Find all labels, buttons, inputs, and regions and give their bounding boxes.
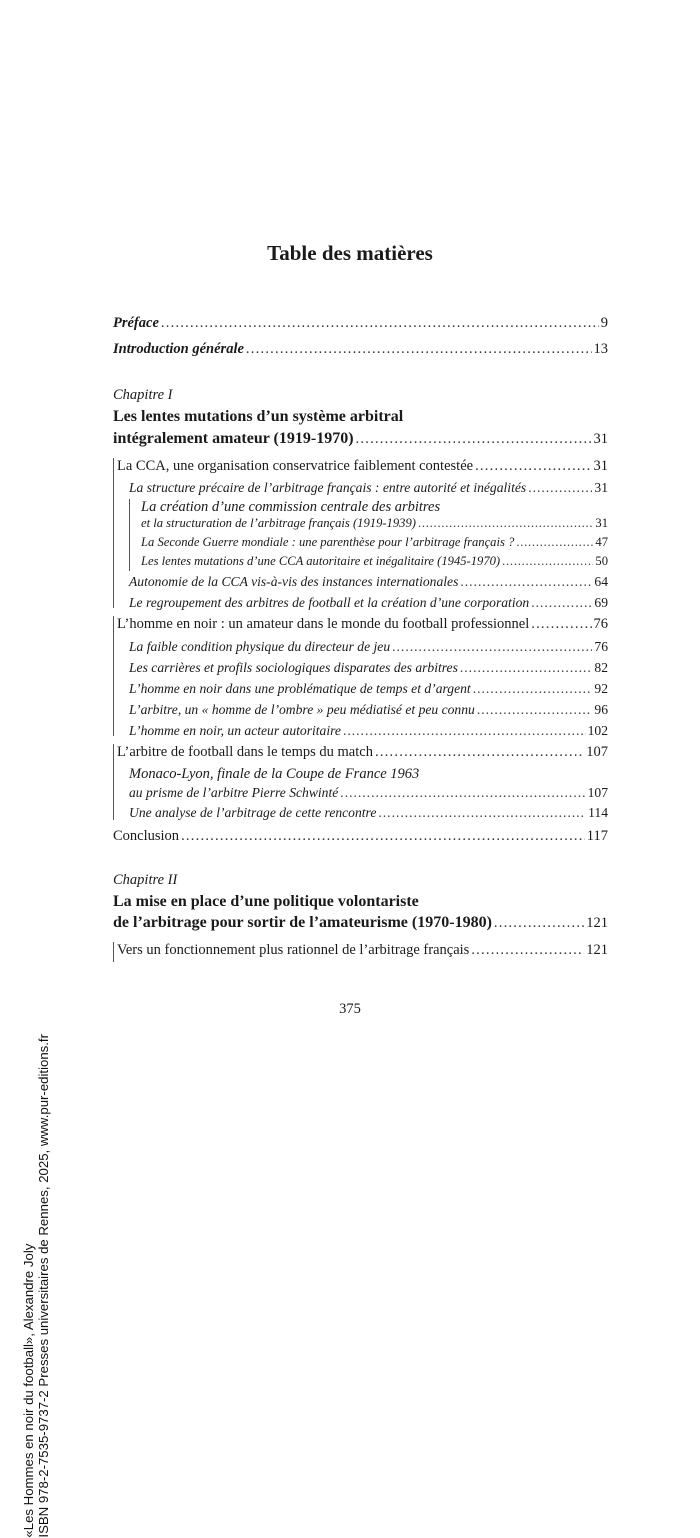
- toc-entry-chapter-2[interactable]: [113, 914, 608, 932]
- toc-entry[interactable]: [113, 828, 608, 845]
- leader-dots: [343, 723, 586, 739]
- toc-entry-label: Introduction générale: [113, 341, 244, 357]
- toc-entry-label: La faible condition physique du directeur de jeu: [129, 639, 391, 654]
- toc-entry-label: La Seconde Guerre mondiale : une parenthèse pour l’arbitrage français ?: [141, 535, 515, 549]
- toc-entry-label: Conclusion: [113, 828, 180, 844]
- toc-entry[interactable]: [141, 554, 608, 569]
- toc-entry-label: La structure précaire de l’arbitrage français : entre autorité et inégalités: [129, 480, 527, 495]
- chapter-title-line-1: Les lentes mutations d’un système arbitral: [113, 408, 404, 425]
- toc-entry-page: 107: [586, 744, 608, 760]
- toc-entry-label: et la structuration de l’arbitrage français (1919-1939): [141, 516, 416, 530]
- copyright-line-2: ISBN 978-2-7535-9737-2 Presses universitaires de Rennes, 2025, www.pur-editions.fr: [36, 1034, 51, 1538]
- leader-dots: [460, 660, 593, 676]
- toc-entry-page: 114: [588, 805, 608, 820]
- toc-entry-page: 92: [594, 681, 608, 696]
- toc-entry[interactable]: [129, 480, 608, 496]
- section-rule: [113, 942, 114, 962]
- leader-dots: [528, 480, 592, 496]
- toc-entry-page: 82: [594, 660, 608, 675]
- toc-entry-page: 31: [593, 431, 608, 447]
- toc-entry-page: 50: [595, 554, 608, 568]
- toc-entry-label: Préface: [113, 315, 159, 331]
- toc-entry-page: 64: [594, 574, 608, 589]
- toc-entry-label: Vers un fonctionnement plus rationnel de l’arbitrage français: [117, 942, 470, 958]
- page-number: 375: [339, 1001, 361, 1017]
- toc-entry[interactable]: [129, 723, 608, 739]
- toc-entry-page: 76: [594, 639, 608, 654]
- leader-dots: [531, 595, 592, 611]
- toc-entry-page: 121: [586, 942, 608, 958]
- toc-entry-label: Les carrières et profils sociologiques disparates des arbitres: [129, 660, 458, 675]
- toc-entry[interactable]: [129, 639, 608, 655]
- chapter-title-line-1: La mise en place d’une politique volontariste: [113, 893, 419, 910]
- toc-entry-page: 9: [600, 315, 608, 331]
- chapter-title-line-2: intégralement amateur (1919-1970): [113, 430, 354, 447]
- toc-entry-label: au prisme de l’arbitre Pierre Schwinté: [129, 785, 339, 800]
- toc-entry-label: Une analyse de l’arbitrage de cette rencontre: [129, 805, 377, 820]
- toc-entry[interactable]: [129, 574, 608, 590]
- leader-dots: [418, 516, 593, 531]
- chapter-label: Chapitre II: [113, 872, 178, 888]
- toc-entry-chapter-1[interactable]: [113, 430, 608, 448]
- leader-dots: [181, 828, 585, 845]
- toc-entry-label: Monaco-Lyon, finale de la Coupe de France 1963: [129, 766, 420, 782]
- toc-entry[interactable]: [129, 805, 608, 821]
- toc-entry-page: 13: [593, 341, 608, 357]
- toc-entry-page: 47: [595, 535, 608, 549]
- toc-entry-introduction[interactable]: [113, 341, 608, 358]
- leader-dots: [502, 554, 593, 569]
- toc-entry-page: 69: [594, 595, 608, 610]
- leader-dots: [477, 702, 593, 718]
- leader-dots: [460, 574, 592, 590]
- leader-dots: [473, 681, 593, 697]
- toc-entry[interactable]: [117, 744, 608, 761]
- toc-entry-page: 31: [595, 516, 608, 530]
- toc-entry-page: 76: [593, 616, 608, 632]
- chapter-title-line-2: de l’arbitrage pour sortir de l’amateurisme (1970-1980): [113, 914, 492, 931]
- leader-dots: [494, 915, 584, 932]
- toc-entry-label: L’arbitre, un « homme de l’ombre » peu médiatisé et peu connu: [129, 702, 475, 717]
- section-rule: [113, 744, 114, 820]
- subsection-rule: [129, 499, 130, 571]
- section-rule: [113, 616, 114, 736]
- leader-dots: [392, 639, 592, 655]
- toc-entry-label: La CCA, une organisation conservatrice faiblement contestée: [117, 458, 474, 474]
- toc-entry[interactable]: [141, 516, 608, 531]
- toc-entry-label: Autonomie de la CCA vis-à-vis des instances internationales: [129, 574, 459, 589]
- leader-dots: [516, 535, 593, 550]
- copyright-line-1: «Les Hommes en noir du football», Alexandre Joly: [21, 1243, 36, 1538]
- leader-dots: [356, 431, 592, 448]
- leader-dots: [378, 805, 586, 821]
- toc-entry-preface[interactable]: [113, 315, 608, 332]
- toc-entry[interactable]: [129, 681, 608, 697]
- toc-entry-page: 102: [587, 723, 608, 738]
- leader-dots: [471, 942, 584, 959]
- toc-entry-label: L’homme en noir : un amateur dans le monde du football professionnel: [117, 616, 530, 632]
- toc-entry[interactable]: [117, 616, 608, 633]
- toc-entry[interactable]: [129, 660, 608, 676]
- leader-dots: [246, 341, 592, 358]
- toc-entry-page: 31: [593, 458, 608, 474]
- toc-entry-label: L’homme en noir dans une problématique de temps et d’argent: [129, 681, 471, 696]
- toc-entry[interactable]: [129, 785, 608, 801]
- toc-entry-page: 117: [586, 828, 608, 844]
- copyright-notice: [21, 1034, 51, 1538]
- toc-entry-page: 121: [586, 915, 608, 931]
- leader-dots: [375, 744, 584, 761]
- toc-entry-page: 31: [594, 480, 608, 495]
- toc-entry-page: 96: [594, 702, 608, 717]
- toc-entry-label: Les lentes mutations d’une CCA autoritaire et inégalitaire (1945-1970): [141, 554, 501, 568]
- toc-entry[interactable]: [129, 702, 608, 718]
- toc-entry-label: Le regroupement des arbitres de football et la création d’une corporation: [129, 595, 530, 610]
- toc-entry[interactable]: [117, 942, 608, 959]
- toc-entry-label: L’homme en noir, un acteur autoritaire: [129, 723, 341, 738]
- toc-entry[interactable]: [141, 535, 608, 550]
- leader-dots: [531, 616, 591, 633]
- section-rule: [113, 458, 114, 608]
- leader-dots: [161, 315, 599, 332]
- toc-entry-page: 107: [587, 785, 608, 800]
- leader-dots: [340, 785, 585, 801]
- page-title: Table des matières: [267, 241, 433, 265]
- chapter-label: Chapitre I: [113, 387, 173, 403]
- toc-entry-label: L’arbitre de football dans le temps du match: [117, 744, 373, 760]
- toc-entry[interactable]: [117, 458, 608, 475]
- toc-entry-label: La création d’une commission centrale des arbitres: [141, 499, 441, 515]
- toc-entry[interactable]: [129, 595, 608, 611]
- leader-dots: [475, 458, 591, 475]
